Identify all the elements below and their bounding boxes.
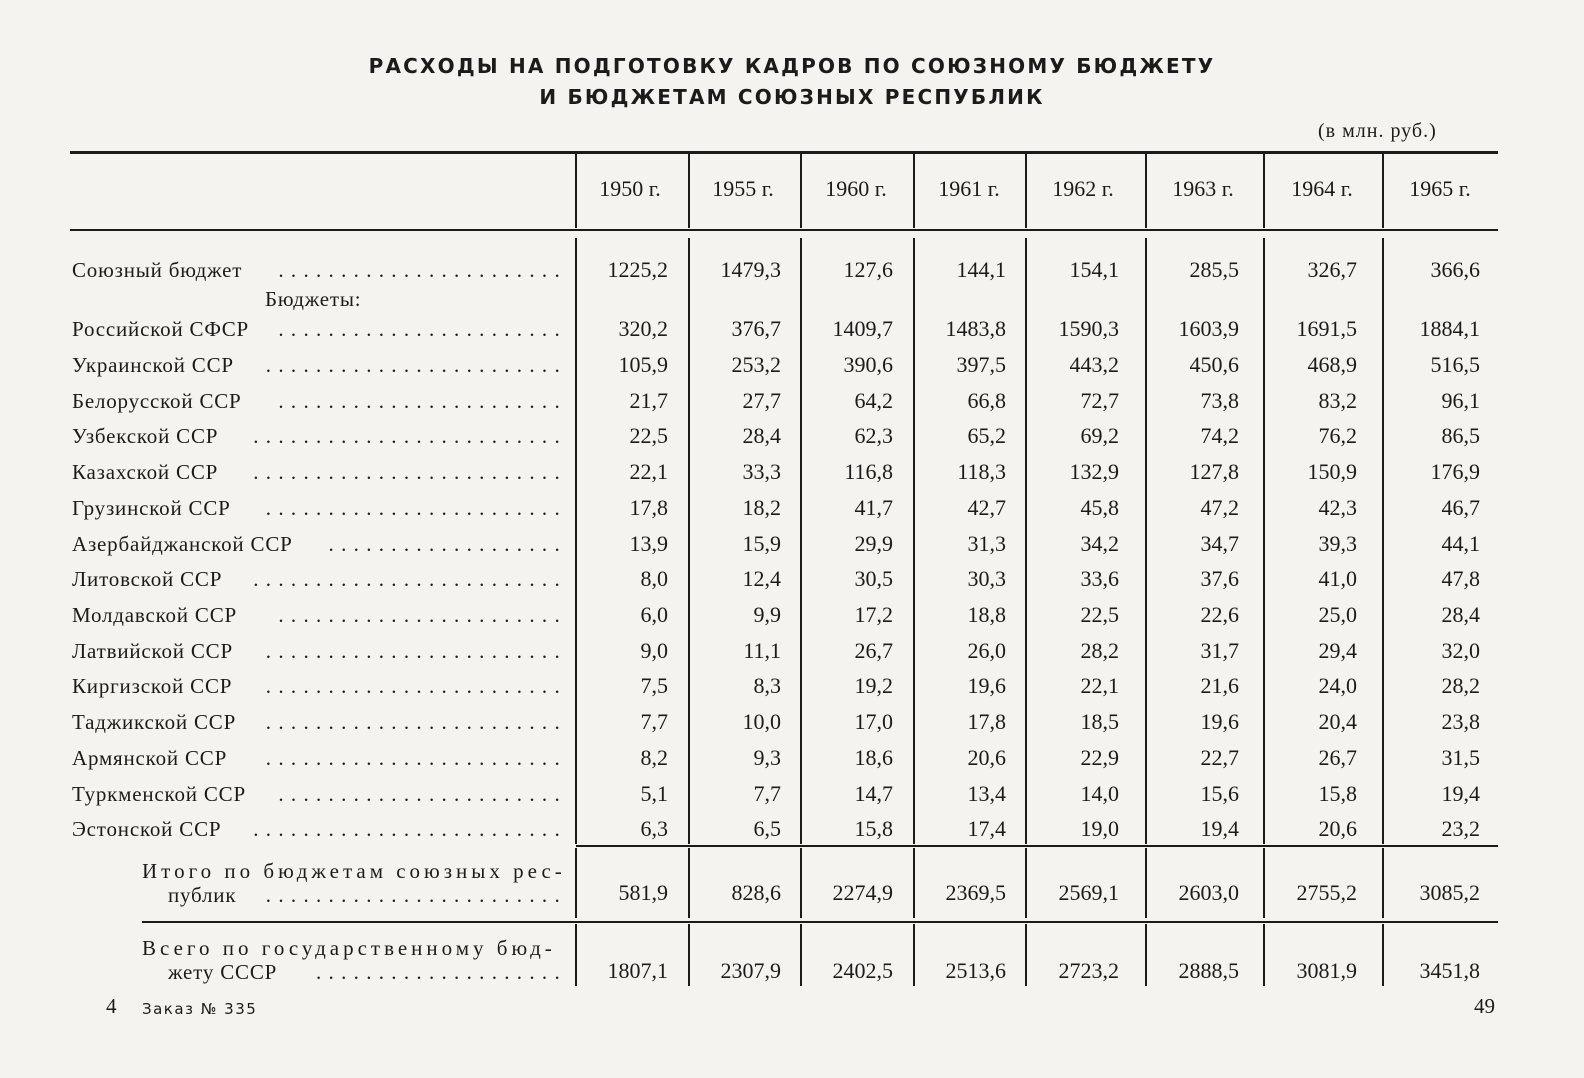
sheet-number: 4 [106,994,117,1018]
republic-row-value-2: 41,7 [854,495,893,520]
republic-row-value-4: 22,1 [1080,673,1119,698]
republic-row-value-0: 22,1 [629,459,668,484]
republic-row-value-7: 44,1 [1441,531,1480,556]
republic-row-value-0: 6,3 [640,816,668,841]
total-republics-row-value-1: 828,6 [731,880,781,905]
dot-leader: ......................... [253,460,567,484]
republic-row-value-1: 6,5 [753,816,781,841]
republic-row-name: Казахской ССР [72,460,219,484]
republic-row-value-1: 10,0 [742,709,781,734]
republic-row-name: Грузинской ССР [72,496,231,520]
republic-row-value-4: 14,0 [1080,781,1119,806]
republic-row-value-3: 31,3 [967,531,1006,556]
republic-row-value-7: 86,5 [1441,423,1480,448]
union-budget-row-value-6: 326,7 [1307,257,1357,282]
union-budget-row-value-2: 127,6 [843,257,893,282]
republic-row-value-7: 32,0 [1441,638,1480,663]
total-ussr-row-value-5: 2888,5 [1178,958,1239,983]
republic-row-value-5: 15,6 [1200,781,1239,806]
republic-row-value-4: 18,5 [1080,709,1119,734]
dot-leader: ....................... [278,258,567,282]
union-budget-row-label [72,257,567,283]
total-ussr-row-label-line-2 [168,959,567,985]
republic-row-value-1: 9,9 [753,602,781,627]
total-ussr-row-value-6: 3081,9 [1296,958,1357,983]
republic-row-value-2: 62,3 [854,423,893,448]
republic-row-name: Киргизской ССР [72,674,233,698]
total-republics-rule [576,845,1498,847]
year-header-5: 1963 г. [1172,176,1234,201]
republic-row-value-5: 34,7 [1200,531,1239,556]
republic-row-value-6: 29,4 [1318,638,1357,663]
republic-row-value-4: 132,9 [1069,459,1119,484]
republic-row-value-3: 1483,8 [945,316,1006,341]
republic-row-value-7: 176,9 [1430,459,1480,484]
republic-row-value-6: 1691,5 [1296,316,1357,341]
republic-row-value-7: 23,2 [1441,816,1480,841]
republic-row-value-0: 7,5 [640,673,668,698]
republic-row-label [72,495,567,521]
republic-row-value-7: 23,8 [1441,709,1480,734]
republic-row-value-2: 30,5 [854,566,893,591]
table-title-line-1: РАСХОДЫ НА ПОДГОТОВКУ КАДРОВ ПО СОЮЗНОМУ БЮДЖЕТУ [368,54,1216,78]
republic-row-value-6: 24,0 [1318,673,1357,698]
dot-leader: ........................ [265,674,567,698]
top-rule [70,151,1498,154]
total-ussr-row-label-line-1: Всего по государственному бюд- [142,936,556,960]
total-republics-row-label-line-2-text: публик [168,883,237,907]
total-republics-row-value-2: 2274,9 [832,880,893,905]
republic-row-label [72,709,567,735]
republic-row-value-5: 127,8 [1189,459,1239,484]
republic-row-value-1: 27,7 [742,388,781,413]
republic-row-label [72,781,567,807]
republic-row-value-6: 39,3 [1318,531,1357,556]
republic-row-value-5: 74,2 [1200,423,1239,448]
republic-row-value-0: 13,9 [629,531,668,556]
dot-leader: ........................ [265,746,567,770]
republic-row-value-0: 8,2 [640,745,668,770]
year-header-7: 1965 г. [1409,176,1471,201]
republic-row-value-3: 30,3 [967,566,1006,591]
republic-row-name: Литовской ССР [72,567,223,591]
republic-row-label [72,638,567,664]
republic-row-value-5: 1603,9 [1178,316,1239,341]
republic-row-value-4: 72,7 [1080,388,1119,413]
union-budget-row-value-7: 366,6 [1430,257,1480,282]
total-republics-row-value-7: 3085,2 [1419,880,1480,905]
republic-row-value-4: 45,8 [1080,495,1119,520]
table-title-line-2: И БЮДЖЕТАМ СОЮЗНЫХ РЕСПУБЛИК [539,85,1045,109]
republic-row-value-0: 6,0 [640,602,668,627]
republic-row-value-0: 8,0 [640,566,668,591]
republic-row-label [72,531,567,557]
republic-row-value-1: 33,3 [742,459,781,484]
republic-row-label [72,673,567,699]
republic-row-value-2: 64,2 [854,388,893,413]
republic-row-value-3: 20,6 [967,745,1006,770]
dot-leader: ....................... [278,317,567,341]
republic-row-value-6: 468,9 [1307,352,1357,377]
republic-row-value-2: 19,2 [854,673,893,698]
republic-row-value-4: 33,6 [1080,566,1119,591]
union-budget-row-value-5: 285,5 [1189,257,1239,282]
republic-row-name: Армянской ССР [72,746,228,770]
dot-leader: ....................... [278,603,567,627]
republic-row-value-0: 7,7 [640,709,668,734]
total-republics-row-value-4: 2569,1 [1058,880,1119,905]
year-header-4: 1962 г. [1052,176,1114,201]
dot-leader: ........................ [265,639,567,663]
republic-row-value-2: 116,8 [844,459,893,484]
dot-leader: ......................... [253,424,567,448]
republic-row-label [72,459,567,485]
republic-row-value-1: 9,3 [753,745,781,770]
republic-row-name: Узбекской ССР [72,424,219,448]
total-ussr-row-label-line-2-text: жету СССР [168,960,278,984]
republic-row-value-1: 7,7 [753,781,781,806]
republic-row-value-2: 18,6 [854,745,893,770]
total-republics-row-label-line-1: Итого по бюджетам союзных рес- [142,859,566,883]
republic-row-value-1: 15,9 [742,531,781,556]
republic-row-value-4: 1590,3 [1058,316,1119,341]
republic-row-label [72,566,567,592]
dot-leader: ......................... [253,567,567,591]
republic-row-value-7: 1884,1 [1419,316,1480,341]
republic-row-value-6: 150,9 [1307,459,1357,484]
republic-row-value-3: 19,6 [967,673,1006,698]
republic-row-value-4: 443,2 [1069,352,1119,377]
year-header-0: 1950 г. [599,176,661,201]
dot-leader: ........................ [265,710,567,734]
total-ussr-row-value-0: 1807,1 [607,958,668,983]
dot-leader: ....................... [278,782,567,806]
total-ussr-row-value-1: 2307,9 [720,958,781,983]
dot-leader: ........................ [265,353,567,377]
republic-row-value-1: 12,4 [742,566,781,591]
republic-row-value-5: 73,8 [1200,388,1239,413]
republic-row-value-5: 19,6 [1200,709,1239,734]
union-budget-row-value-1: 1479,3 [720,257,781,282]
republic-row-label [72,816,567,842]
republic-row-value-5: 22,6 [1200,602,1239,627]
republic-row-value-0: 320,2 [618,316,668,341]
union-budget-row-value-3: 144,1 [956,257,1006,282]
republic-row-value-3: 118,3 [957,459,1006,484]
total-ussr-row-value-2: 2402,5 [832,958,893,983]
republic-row-value-2: 17,0 [854,709,893,734]
republic-row-value-2: 29,9 [854,531,893,556]
republic-row-name: Молдавской ССР [72,603,237,627]
republic-row-value-5: 37,6 [1200,566,1239,591]
republic-row-label [72,352,567,378]
year-header-6: 1964 г. [1291,176,1353,201]
union-budget-row-name: Союзный бюджет [72,258,243,282]
republic-row-value-5: 31,7 [1200,638,1239,663]
republic-row-value-6: 26,7 [1318,745,1357,770]
republic-row-value-6: 41,0 [1318,566,1357,591]
republic-row-value-6: 20,4 [1318,709,1357,734]
republic-row-name: Российской СФСР [72,317,250,341]
year-header-3: 1961 г. [938,176,1000,201]
year-header-2: 1960 г. [825,176,887,201]
total-republics-row-value-0: 581,9 [618,880,668,905]
republic-row-name: Украинской ССР [72,353,234,377]
total-republics-row-value-3: 2369,5 [945,880,1006,905]
dot-leader: ....................... [278,389,567,413]
dot-leader: ................... [328,532,567,556]
republic-row-value-6: 76,2 [1318,423,1357,448]
republic-row-value-7: 47,8 [1441,566,1480,591]
republic-row-value-0: 105,9 [618,352,668,377]
republic-row-value-2: 15,8 [854,816,893,841]
dot-leader: ........................ [265,496,567,520]
republic-row-value-2: 17,2 [854,602,893,627]
total-republics-row-value-6: 2755,2 [1296,880,1357,905]
republic-row-name: Белорусской ССР [72,389,242,413]
republic-row-value-1: 18,2 [742,495,781,520]
republic-row-value-7: 46,7 [1441,495,1480,520]
republic-row-value-0: 21,7 [629,388,668,413]
republic-row-value-4: 22,9 [1080,745,1119,770]
republic-row-label [72,423,567,449]
header-bottom-rule [70,229,1498,231]
republic-row-value-6: 42,3 [1318,495,1357,520]
republic-row-value-5: 19,4 [1200,816,1239,841]
republic-row-value-4: 34,2 [1080,531,1119,556]
union-budget-row-value-0: 1225,2 [607,257,668,282]
republic-row-label [72,388,567,414]
republic-row-value-7: 516,5 [1430,352,1480,377]
republic-row-value-3: 26,0 [967,638,1006,663]
republic-row-value-5: 47,2 [1200,495,1239,520]
republic-row-label [72,316,567,342]
republic-row-value-3: 42,7 [967,495,1006,520]
order-number: Заказ № 335 [142,1000,258,1018]
republic-row-value-2: 1409,7 [832,316,893,341]
units-note: (в млн. руб.) [1318,120,1437,142]
republic-row-name: Туркменской ССР [72,782,246,806]
republic-row-value-1: 253,2 [731,352,781,377]
republic-row-value-3: 397,5 [956,352,1006,377]
republic-row-label [72,602,567,628]
republic-row-name: Эстонской ССР [72,817,222,841]
republic-row-value-3: 66,8 [967,388,1006,413]
republic-row-value-7: 28,4 [1441,602,1480,627]
dot-leader: ........................ [265,883,567,907]
republic-row-value-6: 15,8 [1318,781,1357,806]
republic-row-value-2: 26,7 [854,638,893,663]
republic-row-value-5: 22,7 [1200,745,1239,770]
republic-row-value-5: 21,6 [1200,673,1239,698]
total-ussr-row-value-4: 2723,2 [1058,958,1119,983]
total-republics-row-value-5: 2603,0 [1178,880,1239,905]
dot-leader: .................... [316,960,567,984]
republic-row-value-7: 31,5 [1441,745,1480,770]
republic-row-value-5: 450,6 [1189,352,1239,377]
republic-row-value-7: 19,4 [1441,781,1480,806]
total-ussr-row-value-3: 2513,6 [945,958,1006,983]
republic-row-value-0: 9,0 [640,638,668,663]
republic-row-value-3: 17,4 [967,816,1006,841]
total-ussr-row-value-7: 3451,8 [1419,958,1480,983]
page-number: 49 [1474,994,1495,1018]
republic-row-name: Таджикской ССР [72,710,237,734]
republic-row-value-0: 22,5 [629,423,668,448]
republic-row-value-1: 28,4 [742,423,781,448]
year-header-1: 1955 г. [712,176,774,201]
republic-row-value-6: 20,6 [1318,816,1357,841]
republic-row-value-2: 390,6 [843,352,893,377]
republic-row-value-7: 28,2 [1441,673,1480,698]
republic-row-value-4: 22,5 [1080,602,1119,627]
republic-row-value-3: 13,4 [967,781,1006,806]
republic-row-value-3: 17,8 [967,709,1006,734]
total-republics-row-label-line-2 [168,882,567,908]
republic-row-value-4: 28,2 [1080,638,1119,663]
republic-row-value-3: 65,2 [967,423,1006,448]
republic-row-value-1: 376,7 [731,316,781,341]
union-budget-row-value-4: 154,1 [1069,257,1119,282]
republic-row-value-1: 8,3 [753,673,781,698]
republic-row-value-6: 25,0 [1318,602,1357,627]
total-ussr-rule [142,921,1498,923]
republic-row-value-4: 69,2 [1080,423,1119,448]
republic-row-value-2: 14,7 [854,781,893,806]
republic-row-name: Латвийской ССР [72,639,233,663]
dot-leader: ......................... [253,817,567,841]
republic-row-value-4: 19,0 [1080,816,1119,841]
republic-row-value-6: 83,2 [1318,388,1357,413]
republic-row-value-3: 18,8 [967,602,1006,627]
republic-row-label [72,745,567,771]
budgets-subheading: Бюджеты: [265,287,362,311]
republic-row-value-7: 96,1 [1441,388,1480,413]
republic-row-value-0: 17,8 [629,495,668,520]
republic-row-name: Азербайджанской ССР [72,532,293,556]
republic-row-value-0: 5,1 [640,781,668,806]
republic-row-value-1: 11,1 [743,638,781,663]
